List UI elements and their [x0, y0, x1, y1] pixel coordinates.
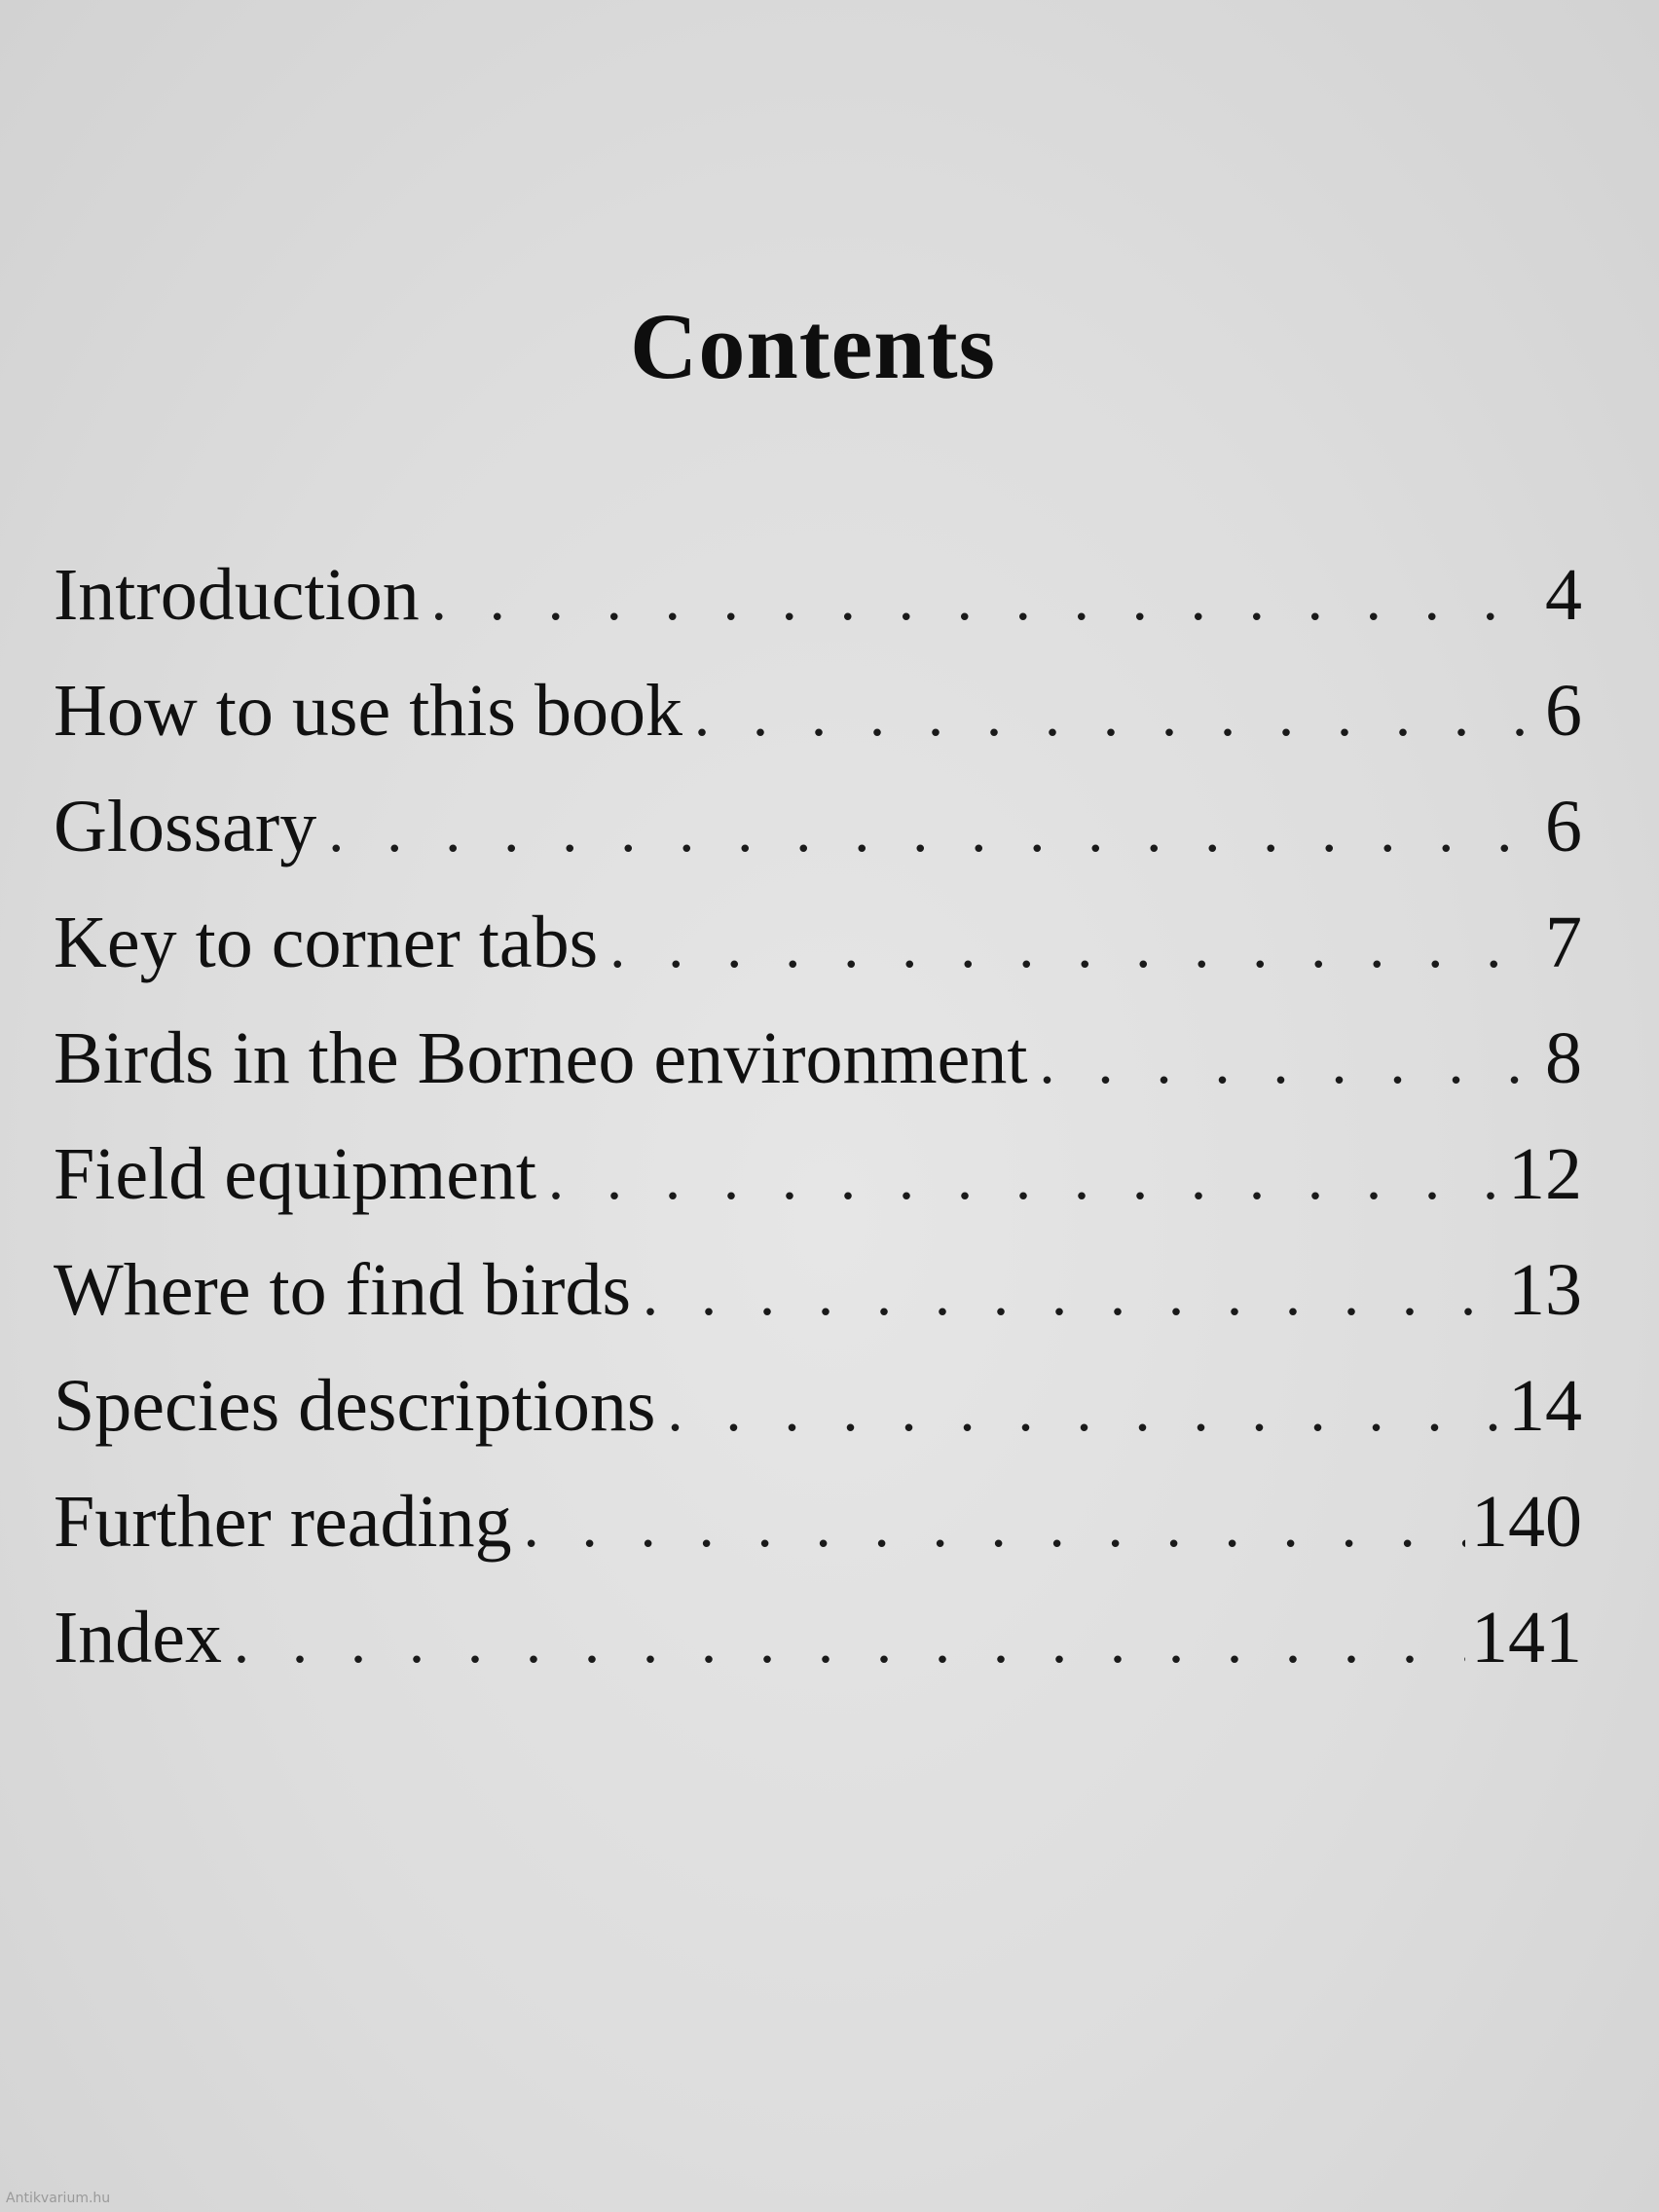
toc-entry-page-number: 140 [1471, 1481, 1582, 1563]
toc-entry-label: Key to corner tabs [54, 902, 599, 983]
toc-entry-index [54, 1580, 1582, 1696]
toc-entry-where-to-find [54, 1233, 1582, 1348]
watermark-text: Antikvarium.hu [6, 2191, 111, 2206]
dot-leader [694, 656, 1539, 772]
toc-entry-label: Field equipment [54, 1133, 537, 1215]
toc-entry-corner-tabs [54, 885, 1582, 1001]
dot-leader [431, 540, 1539, 656]
dot-leader [548, 1120, 1502, 1235]
toc-entry-borneo-environment [54, 1001, 1582, 1117]
dot-leader [234, 1583, 1465, 1699]
toc-entry-label: Index [54, 1597, 223, 1678]
toc-entry-page-number: 6 [1545, 670, 1582, 752]
toc-entry-glossary [54, 769, 1582, 885]
toc-entry-further-reading [54, 1464, 1582, 1580]
toc-entry-page-number: 14 [1508, 1365, 1582, 1447]
toc-entry-label: Further reading [54, 1481, 512, 1563]
toc-entry-field-equipment [54, 1117, 1582, 1233]
toc-entry-page-number: 13 [1508, 1249, 1582, 1331]
toc-entry-label: Glossary [54, 786, 317, 867]
toc-entry-species-descriptions [54, 1348, 1582, 1464]
toc-entry-page-number: 12 [1508, 1133, 1582, 1215]
dot-leader [609, 888, 1539, 1004]
toc-entry-page-number: 7 [1545, 902, 1582, 983]
table-of-contents [54, 537, 1582, 1696]
dot-leader [524, 1467, 1465, 1583]
dot-leader [1040, 1004, 1539, 1120]
dot-leader [328, 772, 1539, 888]
toc-entry-label: How to use this book [54, 670, 682, 752]
toc-entry-page-number: 6 [1545, 786, 1582, 867]
toc-entry-page-number: 141 [1471, 1597, 1582, 1678]
toc-entry-label: Introduction [54, 554, 420, 636]
toc-entry-introduction [54, 537, 1582, 653]
toc-entry-how-to-use [54, 653, 1582, 769]
toc-entry-label: Birds in the Borneo environment [54, 1017, 1028, 1099]
page-title: Contents [629, 294, 996, 398]
toc-entry-page-number: 8 [1545, 1017, 1582, 1099]
dot-leader [643, 1235, 1502, 1351]
dot-leader [667, 1351, 1502, 1467]
toc-entry-label: Species descriptions [54, 1365, 656, 1447]
toc-entry-label: Where to find birds [54, 1249, 632, 1331]
toc-entry-page-number: 4 [1545, 554, 1582, 636]
